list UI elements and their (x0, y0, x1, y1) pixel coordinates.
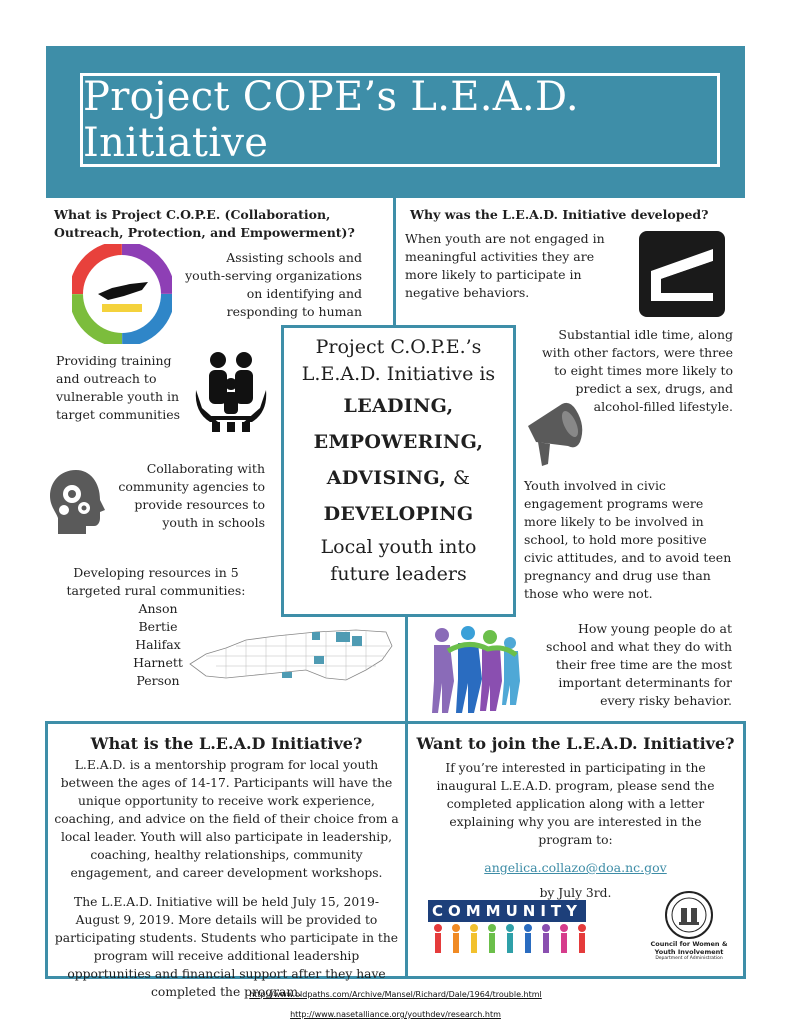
right-item-1: When youth are not engaged in meaningful activities they are more likely to participate in negative behaviors. (405, 231, 605, 300)
left-item-1: Assisting schools and youth-serving organizations on identifying and responding to human (185, 250, 362, 319)
page-title: Project COPE’s L.E.A.D. Initiative (83, 74, 579, 166)
people-group-icon (428, 625, 522, 715)
council-seal (650, 890, 728, 966)
center-line-4: future leaders (330, 563, 467, 585)
panel-paragraph-2: The L.E.A.D. Initiative will be held July 15, 2019-August 9, 2019. More details will be provided to participating students. Students who participate in the program will receive additional leadership opportunities and financial support after they have completed the program. (54, 895, 399, 999)
community-name: Anson (138, 601, 178, 616)
divider (405, 617, 408, 723)
panel-title: What is the L.E.A.D Initiative? (90, 734, 363, 753)
nc-county-map (186, 626, 396, 684)
source-link-1[interactable]: http://www.oldpaths.com/Archive/Mansel/Richard/Dale/1964/trouble.html (249, 990, 542, 999)
center-line-1: Project C.O.P.E.’s (315, 336, 482, 358)
seal-caption-1: Council for Women & (650, 940, 728, 948)
center-line-3: Local youth into (320, 536, 477, 558)
divider (393, 198, 396, 326)
left-item-2: Providing training and outreach to vulnerable youth in target communities (56, 353, 181, 422)
right-item-3: Youth involved in civic engagement programs were more likely to be involved in school, to hold more positive civic attitudes, and to avoid teen pregnancy and drug use than those who were not. (524, 478, 732, 601)
deadline-text: by July 3rd. (539, 886, 612, 900)
stairs-icon (639, 231, 725, 317)
left-item-3: Collaborating with community agencies to provide resources to youth in schools (118, 461, 265, 530)
seal-caption-3: Department of Administration (655, 956, 723, 961)
family-icon (190, 350, 272, 434)
community-name: Bertie (138, 619, 178, 634)
word-leading: LEADING, (343, 395, 454, 417)
right-item-2: Substantial idle time, along with other factors, were three to eight times more likely to predict a sex, drugs, and alcohol-filled lifestyle. (542, 327, 733, 414)
right-question: Why was the L.E.A.D. Initiative developed? (410, 207, 709, 222)
center-statement (281, 325, 516, 617)
head-gears-icon (48, 468, 106, 536)
panel-paragraph-1: If you’re interested in participating in the inaugural L.E.A.D. program, please send the completed application along with a letter explaining why you are interested in the program to: (436, 761, 715, 847)
community-name: Person (136, 673, 180, 688)
panel-paragraph-1: L.E.A.D. is a mentorship program for local youth between the ages of 14-17. Participants will have the unique opportunity to receive work experience, coaching, and advice on the field of their choice from a local leader. Youth will also participate in leadership, coaching, healthy relationships, community engagement, and career development workshops. (54, 758, 399, 880)
title-frame (80, 73, 720, 167)
contact-email-link[interactable]: angelica.collazo@doa.nc.gov (484, 860, 667, 875)
community-graphic (428, 900, 594, 958)
community-name: Halifax (135, 637, 181, 652)
cope-logo (72, 244, 172, 344)
ampersand: & (453, 467, 471, 489)
left-question: What is Project C.O.P.E. (Collaboration, Outreach, Protection, and Empowerment)? (54, 207, 355, 240)
center-line-2: L.E.A.D. Initiative is (301, 363, 496, 385)
community-list (126, 600, 190, 690)
word-developing: DEVELOPING (323, 503, 474, 525)
word-empowering: EMPOWERING, (313, 431, 484, 453)
word-advising: ADVISING, (326, 467, 447, 489)
community-name: Harnett (133, 655, 183, 670)
megaphone-icon (524, 398, 588, 468)
seal-caption-2: Youth Involvement (654, 948, 724, 956)
right-item-4: How young people do at school and what they do with their free time are the most important determinants for every risky behavior. (546, 621, 732, 708)
source-link-2[interactable]: http://www.nasetalliance.org/youthdev/research.htm (290, 1010, 501, 1019)
community-word: COMMUNITY (428, 900, 586, 922)
left-item-4: Developing resources in 5 targeted rural communities: (66, 565, 246, 598)
panel-title: Want to join the L.E.A.D. Initiative? (416, 734, 735, 753)
